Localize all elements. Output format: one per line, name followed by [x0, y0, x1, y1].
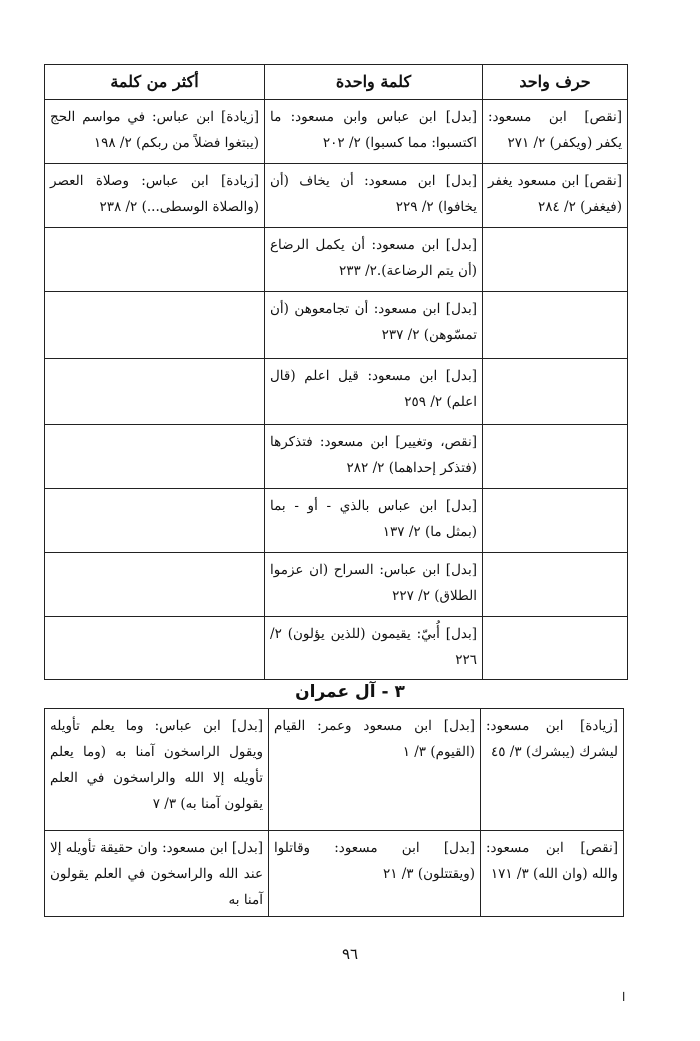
- cell-multi: [بدل] ابن مسعود: وان حقيقة تأويله إلا عند الله والراسخون في العلم يقولون آمنا به: [45, 831, 269, 917]
- cell-word: [بدل] ابن مسعود: قيل اعلم (قال اعلم) ٢/ ٢٥٩: [265, 359, 483, 425]
- cell-word: [بدل] ابن عباس بالذي - أو - بما (بمثل ما) ٢/ ١٣٧: [265, 489, 483, 553]
- table-row: [45, 292, 628, 359]
- cell-letter: [483, 359, 628, 425]
- cell-letter: [483, 228, 628, 292]
- cell-letter: [زيادة] ابن مسعود: ليشرك (يبشرك) ٣/ ٤٥: [481, 709, 624, 831]
- table-row: [45, 489, 628, 553]
- cell-word: [بدل] ابن مسعود: أن تجامعوهن (أن تمسّوهن) ٢/ ٢٣٧: [265, 292, 483, 359]
- cell-multi: [45, 292, 265, 359]
- cell-letter: [483, 489, 628, 553]
- table-row: [45, 709, 624, 831]
- page-number: ٩٦: [341, 945, 359, 963]
- cell-multi: [45, 617, 265, 680]
- table-row: [45, 831, 624, 917]
- table-row: [45, 425, 628, 489]
- cell-multi: [زيادة] ابن عباس: وصلاة العصر (والصلاة الوسطى...) ٢/ ٢٣٨: [45, 164, 265, 228]
- header-multi-word: أكثر من كلمة: [45, 65, 265, 100]
- corner-mark: ا: [622, 990, 626, 1004]
- table-row: [45, 617, 628, 680]
- table-row: [45, 100, 628, 164]
- cell-multi: [45, 228, 265, 292]
- cell-multi: [45, 425, 265, 489]
- cell-letter: [483, 617, 628, 680]
- cell-letter: [483, 425, 628, 489]
- cell-letter: [نقص] ابن مسعود: يكفر (ويكفر) ٢/ ٢٧١: [483, 100, 628, 164]
- cell-letter: [نقص] ابن مسعود: والله (وان الله) ٣/ ١٧١: [481, 831, 624, 917]
- header-single-letter: حرف واحد: [483, 65, 628, 100]
- cell-multi: [45, 489, 265, 553]
- cell-word: [نقص، وتغيير] ابن مسعود: فتذكرها (فتذكر إحداهما) ٢/ ٢٨٢: [265, 425, 483, 489]
- cell-word: [بدل] ابن مسعود: أن يكمل الرضاع (أن يتم الرضاعة).٢/ ٢٣٣: [265, 228, 483, 292]
- cell-word: [بدل] أُبيّ: يقيمون (للذين يؤلون) ٢/ ٢٢٦: [265, 617, 483, 680]
- variants-table-al-imran: [44, 708, 624, 917]
- cell-word: [بدل] ابن عباس وابن مسعود: ما اكتسبوا: مما كسبوا) ٢/ ٢٠٢: [265, 100, 483, 164]
- section-title: ٣ - آل عمران: [295, 682, 405, 702]
- table-row: [45, 164, 628, 228]
- cell-word: [بدل] ابن مسعود: وقاتلوا (ويقتتلون) ٣/ ٢١: [269, 831, 481, 917]
- cell-multi: [زيادة] ابن عباس: في مواسم الحج (يبتغوا فضلاً من ربكم) ٢/ ١٩٨: [45, 100, 265, 164]
- cell-word: [بدل] ابن عباس: السراح (ان عزموا الطلاق) ٢/ ٢٢٧: [265, 553, 483, 617]
- cell-multi: [45, 359, 265, 425]
- header-single-word: كلمة واحدة: [265, 65, 483, 100]
- table-row: [45, 553, 628, 617]
- cell-letter: [483, 292, 628, 359]
- cell-letter: [483, 553, 628, 617]
- cell-multi: [45, 553, 265, 617]
- table-row: [45, 359, 628, 425]
- cell-letter: [نقص] ابن مسعود يغفر (فيغفر) ٢/ ٢٨٤: [483, 164, 628, 228]
- variants-table-baqara: [44, 64, 628, 680]
- cell-word: [بدل] ابن مسعود: أن يخاف (أن يخافوا) ٢/ ٢٢٩: [265, 164, 483, 228]
- cell-multi: [بدل] ابن عباس: وما يعلم تأويله ويقول الراسخون آمنا به (وما يعلم تأويله إلا الله والراسخون في العلم يقولون آمنا به) ٣/ ٧: [45, 709, 269, 831]
- cell-word: [بدل] ابن مسعود وعمر: القيام (القيوم) ٣/ ١: [269, 709, 481, 831]
- table-row: [45, 228, 628, 292]
- table-header-row: [45, 65, 628, 100]
